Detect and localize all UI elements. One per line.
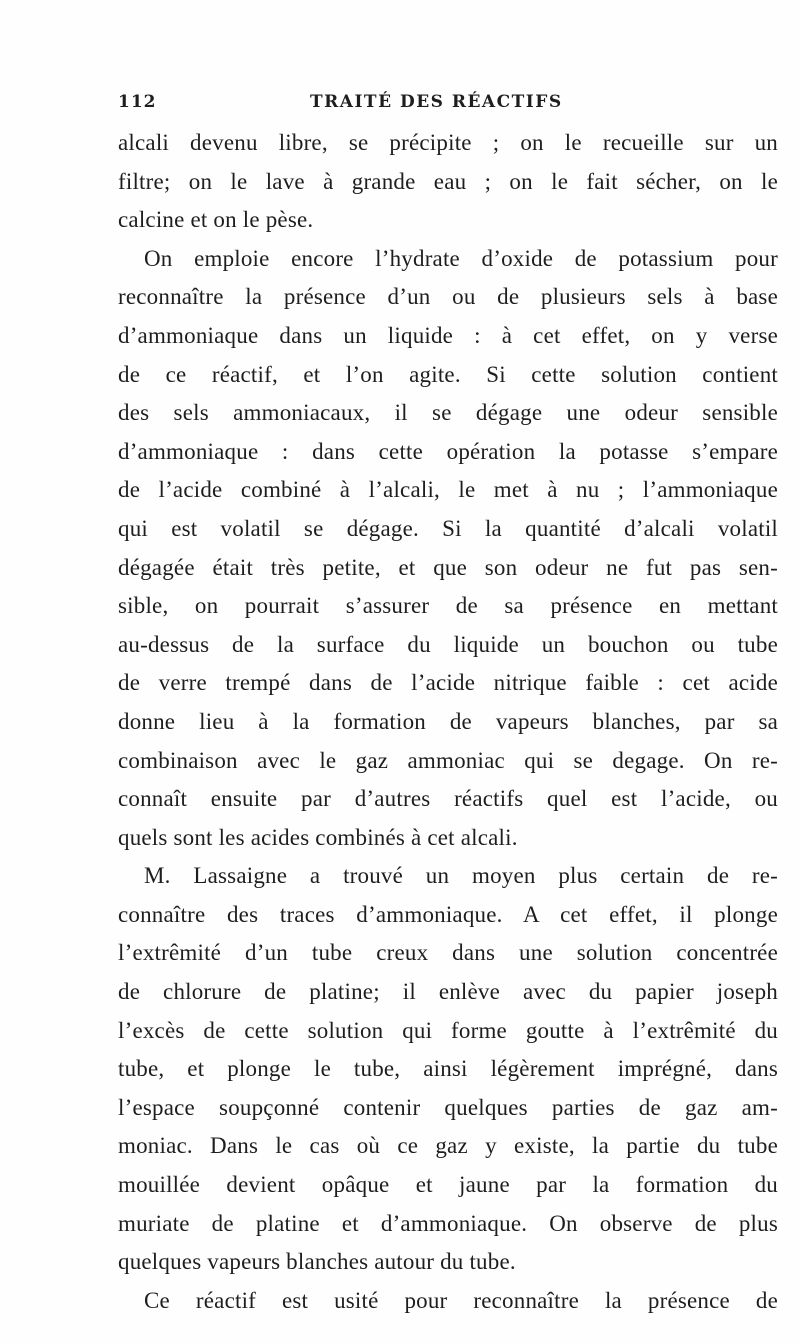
running-head: [118, 92, 758, 120]
paragraph-start-line: On emploie encore l’hydrate d’oxide de potassium pour: [144, 245, 778, 271]
text-line: d’ammoniaque : dans cette opération la potasse s’empare: [118, 438, 778, 464]
text-line: des sels ammoniacaux, il se dégage une odeur sensible: [118, 400, 778, 426]
text-line: sible, on pourrait s’assurer de sa présence en mettant: [118, 593, 778, 619]
text-line: connaît ensuite par d’autres réactifs quel est l’acide, ou: [118, 786, 778, 812]
text-line: tube, et plonge le tube, ainsi légèrement imprégné, dans: [118, 1056, 778, 1082]
text-line: donne lieu à la formation de vapeurs blanches, par sa: [118, 708, 778, 734]
body-text: [118, 124, 778, 1320]
text-line: d’ammoniaque dans un liquide : à cet effet, on y verse: [118, 322, 778, 348]
text-line: mouillée devient opâque et jaune par la formation du: [118, 1172, 778, 1198]
running-title: TRAITÉ DES RÉACTIFS: [310, 92, 563, 112]
text-line: de chlorure de platine; il enlève avec du papier joseph: [118, 979, 778, 1005]
text-line: connaître des traces d’ammoniaque. A cet effet, il plonge: [118, 901, 778, 927]
text-line: combinaison avec le gaz ammoniac qui se degage. On re-: [118, 747, 778, 773]
text-line: l’extrêmité d’un tube creux dans une solution concentrée: [118, 940, 778, 966]
text-line: l’excès de cette solution qui forme goutte à l’extrêmité du: [118, 1017, 778, 1043]
text-line: calcine et on le pèse.: [118, 207, 314, 233]
text-line: moniac. Dans le cas où ce gaz y existe, la partie du tube: [118, 1133, 778, 1159]
text-line: au-dessus de la surface du liquide un bouchon ou tube: [118, 631, 778, 657]
page-number: 112: [118, 92, 157, 112]
paragraph-start-line: M. Lassaigne a trouvé un moyen plus certain de re-: [144, 863, 778, 889]
text-line: de ce réactif, et l’on agite. Si cette solution contient: [118, 361, 778, 387]
text-line: alcali devenu libre, se précipite ; on le recueille sur un: [118, 130, 778, 155]
text-line: quels sont les acides combinés à cet alcali.: [118, 824, 518, 850]
text-line: qui est volatil se dégage. Si la quantité d’alcali volatil: [118, 515, 778, 541]
text-line: de verre trempé dans de l’acide nitrique faible : cet acide: [118, 670, 778, 696]
text-line: l’espace soupçonné contenir quelques parties de gaz am-: [118, 1094, 778, 1120]
paragraph-start-line: Ce réactif est usité pour reconnaître la présence de: [144, 1287, 778, 1313]
text-line: reconnaître la présence d’un ou de plusieurs sels à base: [118, 284, 778, 310]
text-line: quelques vapeurs blanches autour du tube.: [118, 1249, 516, 1275]
text-line: filtre; on le lave à grande eau ; on le fait sécher, on le: [118, 168, 778, 194]
text-line: dégagée était très petite, et que son odeur ne fut pas sen-: [118, 554, 778, 580]
text-line: de l’acide combiné à l’alcali, le met à nu ; l’ammoniaque: [118, 477, 778, 503]
text-line: muriate de platine et d’ammoniaque. On observe de plus: [118, 1210, 778, 1236]
